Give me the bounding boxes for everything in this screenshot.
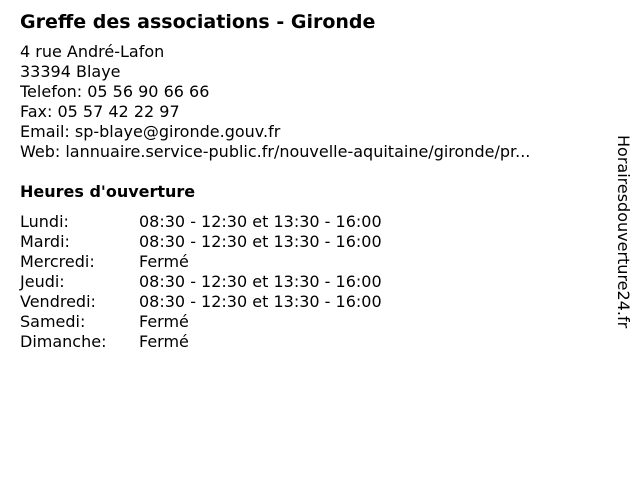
day-label: Mercredi: — [20, 252, 95, 271]
hours-value: 08:30 - 12:30 et 13:30 - 16:00 — [139, 292, 382, 311]
day-label: Vendredi: — [20, 292, 96, 311]
opening-hours-table — [20, 212, 600, 352]
hours-value: Fermé — [139, 332, 189, 351]
day-label: Lundi: — [20, 212, 69, 231]
business-card — [20, 10, 600, 352]
hours-value: 08:30 - 12:30 et 13:30 - 16:00 — [139, 232, 382, 251]
hours-row-sunday — [20, 332, 600, 352]
day-label: Samedi: — [20, 312, 86, 331]
hours-row-wednesday — [20, 252, 600, 272]
fax-number: Fax: 05 57 42 22 97 — [20, 102, 180, 121]
opening-hours-heading: Heures d'ouverture — [20, 182, 196, 201]
brand-watermark: Horairesdouverture24.fr — [614, 135, 633, 329]
address-city: 33394 Blaye — [20, 62, 121, 81]
hours-value: 08:30 - 12:30 et 13:30 - 16:00 — [139, 212, 382, 231]
hours-row-monday — [20, 212, 600, 232]
email-address: Email: sp-blaye@gironde.gouv.fr — [20, 122, 281, 141]
hours-value: 08:30 - 12:30 et 13:30 - 16:00 — [139, 272, 382, 291]
hours-value: Fermé — [139, 312, 189, 331]
day-label: Dimanche: — [20, 332, 107, 351]
hours-row-friday — [20, 292, 600, 312]
page-title: Greffe des associations - Gironde — [20, 11, 376, 33]
contact-block — [20, 42, 600, 162]
hours-value: Fermé — [139, 252, 189, 271]
day-label: Jeudi: — [20, 272, 65, 291]
phone-number: Telefon: 05 56 90 66 66 — [20, 82, 210, 101]
address-street: 4 rue André-Lafon — [20, 42, 165, 61]
hours-row-thursday — [20, 272, 600, 292]
website-link: Web: lannuaire.service-public.fr/nouvelle-aquitaine/gironde/pr... — [20, 142, 531, 161]
hours-row-tuesday — [20, 232, 600, 252]
hours-row-saturday — [20, 312, 600, 332]
day-label: Mardi: — [20, 232, 70, 251]
